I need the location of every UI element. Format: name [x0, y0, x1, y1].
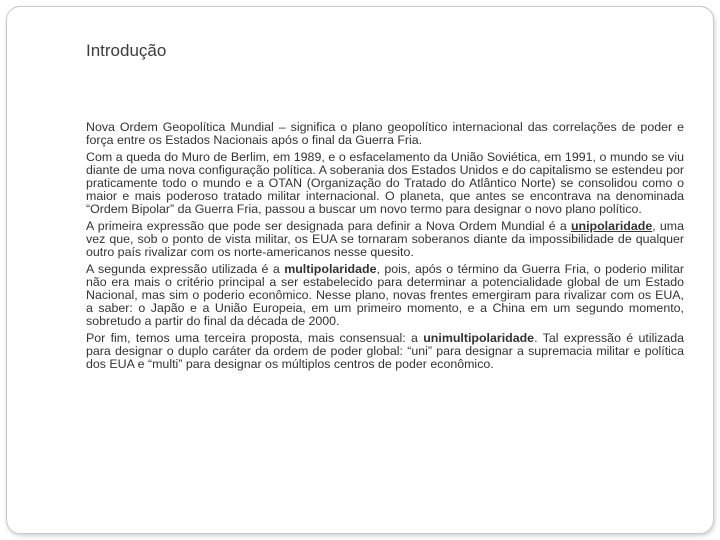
slide-body [86, 121, 684, 375]
paragraph-text: Com a queda do Muro de Berlim, em 1989, e o esfacelamento da União Soviética, em 1991, o mundo se viu diante de uma nova configuração política. A soberania dos Estados Unidos e do capitalismo se estendeu por praticamente todo o mundo e a OTAN (Organização do Tratado do Atlântico Norte) se consolidou como o maior e mais poderoso tratado militar internacional. O planeta, que antes se encontrava na denominada “Ordem Bipolar” da Guerra Fria, passou a buscar um novo termo para designar o novo plano político. [86, 149, 684, 217]
paragraph-text: Por fim, temos uma terceira proposta, mais consensual: a [86, 330, 424, 345]
slide-frame [6, 6, 714, 534]
term-multipolaridade: multipolaridade [284, 261, 377, 276]
paragraph-unipolaridade [86, 220, 684, 260]
paragraph-context [86, 151, 684, 217]
paragraph-text: , uma vez que, sob o ponto de vista militar, os EUA se tornaram soberanos diante da impossibilidade de qualquer outro país rivalizar com os norte-americanos nesse quesito. [86, 218, 684, 260]
paragraph-text: Nova Ordem Geopolítica Mundial – significa o plano geopolítico internacional das correlações de poder e força entre os Estados Nacionais após o final da Guerra Fria. [86, 120, 684, 148]
term-unimultipolaridade: unimultipolaridade [423, 330, 535, 345]
paragraph-unimultipolaridade [86, 332, 684, 372]
term-unipolaridade: unipolaridade [570, 218, 653, 233]
paragraph-multipolaridade [86, 263, 684, 329]
paragraph-text: , pois, após o término da Guerra Fria, o poderio militar não era mais o critério principal a ser estabelecido para determinar a potencialidade global de um Estado Nacional, mas sim o poderio econômico. Nesse plano, novas frentes emergiram para rivalizar com os EUA, a saber: o Japão e a União Europeia, em um primeiro momento, e a China em um segundo momento, sobretudo a partir do final da década de 2000. [86, 261, 684, 329]
paragraph-definition [86, 121, 684, 147]
slide-title: Introdução [86, 41, 167, 60]
paragraph-text: A primeira expressão que pode ser designada para definir a Nova Ordem Mundial é a [86, 218, 571, 233]
paragraph-text: A segunda expressão utilizada é a [86, 261, 285, 276]
paragraph-text: . Tal expressão é utilizada para designar o duplo caráter da ordem de poder global: “uni” para designar a supremacia militar e política dos EUA e “multi” para designar os múltiplos centros de poder econômico. [86, 330, 684, 372]
